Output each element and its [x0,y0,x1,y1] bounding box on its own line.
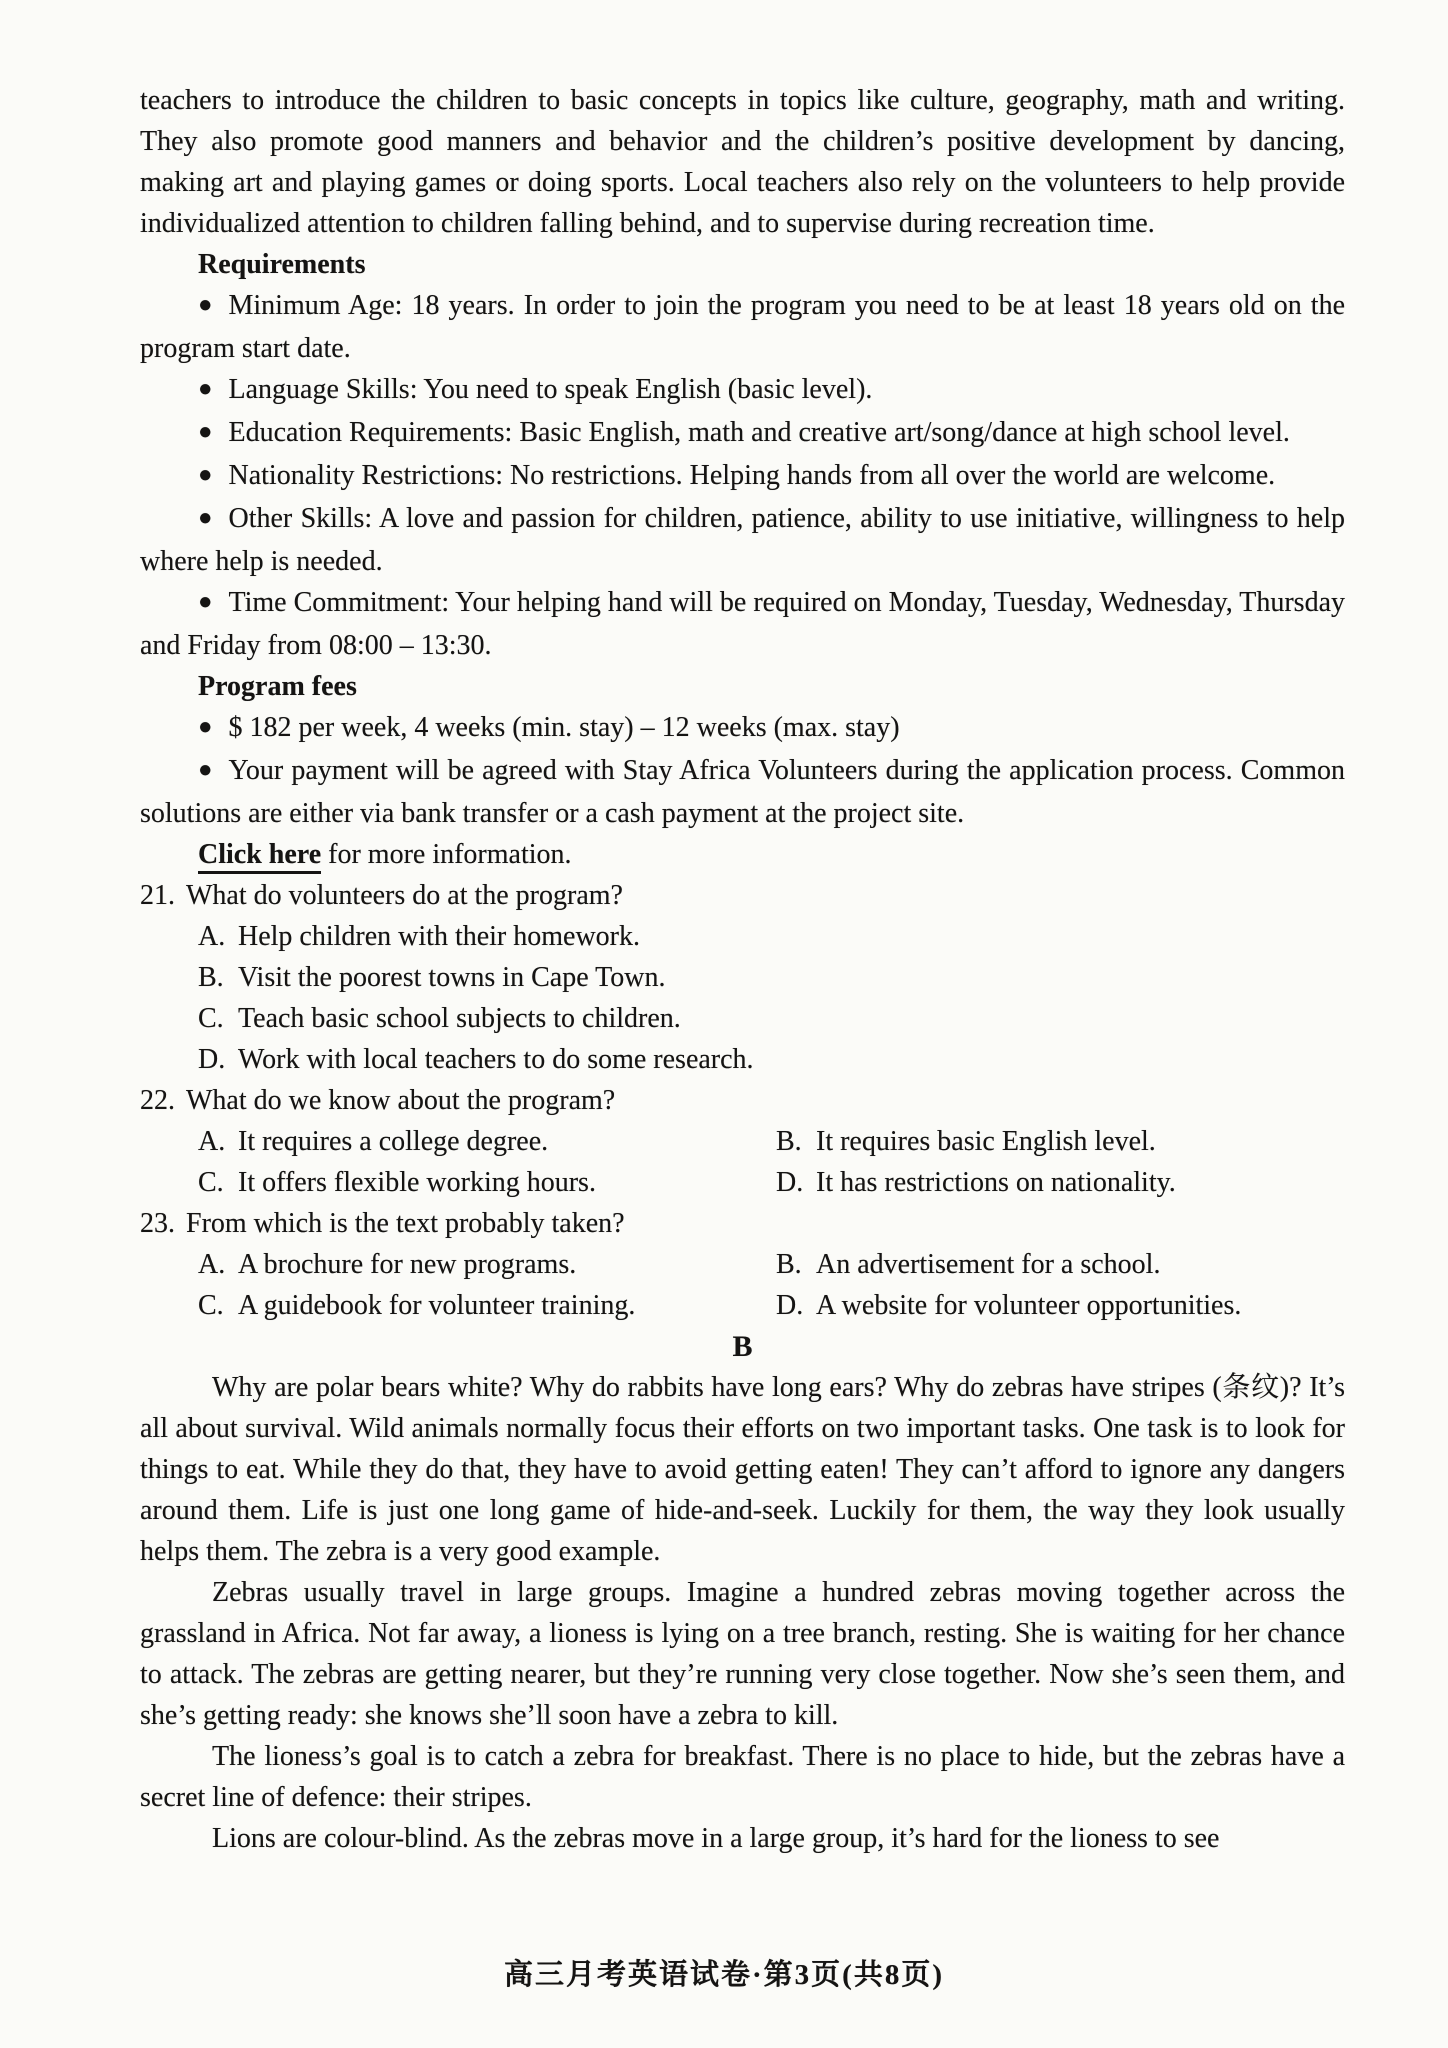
option-a [198,1121,776,1162]
bullet-icon: ● [198,419,213,445]
question-line [140,1080,1345,1121]
requirement-text: Time Commitment: Your helping hand will be required on Monday, Tuesday, Wednesday, Thursday and Friday from 08:00 – 13:30. [140,587,1345,661]
question-line [140,875,1345,916]
option-label: C. [198,1167,224,1198]
option-b [140,957,1345,998]
option-text: Teach basic school subjects to children. [238,1003,681,1034]
option-c [140,998,1345,1039]
option-text: Work with local teachers to do some research. [238,1044,754,1075]
option-label: B. [198,962,224,993]
more-info-text: for more information. [321,839,572,870]
option-label: A. [198,921,226,952]
option-text: It requires basic English level. [816,1126,1156,1157]
fee-item [140,750,1345,834]
option-b [776,1121,1345,1162]
fee-text: Your payment will be agreed with Stay Africa Volunteers during the application process. Common solutions are either via bank transfer or a cash payment at the project site. [140,755,1345,829]
option-c [198,1285,776,1326]
option-label: D. [198,1044,226,1075]
option-label: C. [198,1290,224,1321]
question-number: 22. [140,1085,175,1116]
requirements-heading: Requirements [198,249,366,280]
bullet-icon: ● [198,292,213,318]
bullet-icon: ● [198,714,213,740]
option-label: D. [776,1290,804,1321]
question-text: What do volunteers do at the program? [186,880,623,911]
question-number: 21. [140,880,175,911]
program-fees-heading: Program fees [198,671,357,702]
bullet-icon: ● [198,462,213,488]
option-text: Visit the poorest towns in Cape Town. [238,962,666,993]
option-row [140,1162,1345,1203]
option-d [140,1039,1345,1080]
requirement-item [140,285,1345,369]
option-text: A website for volunteer opportunities. [816,1290,1242,1321]
option-label: D. [776,1167,804,1198]
bullet-icon: ● [198,757,213,783]
requirement-item [140,455,1345,498]
option-d [776,1285,1345,1326]
requirement-text: Education Requirements: Basic English, math and creative art/song/dance at high school level. [228,417,1290,448]
passage-b-paragraph: The lioness’s goal is to catch a zebra for breakfast. There is no place to hide, but the zebras have a secret line of defence: their stripes. [140,1741,1345,1813]
option-text: It offers flexible working hours. [238,1167,596,1198]
bullet-icon: ● [198,505,213,531]
option-text: An advertisement for a school. [816,1249,1161,1280]
option-text: It requires a college degree. [238,1126,549,1157]
option-row [140,1285,1345,1326]
option-label: C. [198,1003,224,1034]
question-23 [140,1203,1345,1326]
more-info-line [140,834,1345,875]
option-c [198,1162,776,1203]
passage-b-paragraph: Lions are colour-blind. As the zebras move in a large group, it’s hard for the lioness to see [212,1823,1220,1854]
option-b [776,1244,1345,1285]
option-row [140,1244,1345,1285]
requirement-item [140,498,1345,582]
option-text: Help children with their homework. [238,921,641,952]
question-21 [140,875,1345,1080]
question-line [140,1203,1345,1244]
requirement-text: Other Skills: A love and passion for children, patience, ability to use initiative, willingness to help where help is needed. [140,503,1345,577]
question-text: From which is the text probably taken? [186,1208,625,1239]
page-footer: 高三月考英语试卷·第3页(共8页) [504,1959,944,1991]
requirement-text: Nationality Restrictions: No restrictions. Helping hands from all over the world are welcome. [228,460,1276,491]
requirement-text: Minimum Age: 18 years. In order to join the program you need to be at least 18 years old on the program start date. [140,290,1345,364]
option-d [776,1162,1345,1203]
option-text: It has restrictions on nationality. [816,1167,1176,1198]
fee-text: $ 182 per week, 4 weeks (min. stay) – 12 weeks (max. stay) [228,712,900,743]
click-here-link[interactable]: Click here [198,839,321,874]
option-text: A guidebook for volunteer training. [238,1290,636,1321]
requirement-item [140,582,1345,666]
requirement-item [140,412,1345,455]
question-text: What do we know about the program? [186,1085,616,1116]
passage-b-paragraph: Why are polar bears white? Why do rabbits have long ears? Why do zebras have stripes (条纹)? It’s all about survival. Wild animals normally focus their efforts on two important tasks. One task is to look for things to eat. While they do that, they have to avoid getting eaten! They can’t afford to ignore any dangers around them. Life is just one long game of hide-and-seek. Luckily for them, the way they look usually helps them. The zebra is a very good example. [140,1372,1345,1567]
requirement-text: Language Skills: You need to speak English (basic level). [228,374,873,405]
option-a [140,916,1345,957]
bullet-icon: ● [198,376,213,402]
option-label: A. [198,1126,226,1157]
passage-b-paragraph: Zebras usually travel in large groups. Imagine a hundred zebras moving together across the grassland in Africa. Not far away, a lioness is lying on a tree branch, resting. She is waiting for her chance to attack. The zebras are getting nearer, but they’re running very close together. Now she’s seen them, and she’s getting ready: she knows she’ll soon have a zebra to kill. [140,1577,1345,1731]
option-text: A brochure for new programs. [238,1249,577,1280]
option-row [140,1121,1345,1162]
question-number: 23. [140,1208,175,1239]
option-label: B. [776,1249,802,1280]
section-b-heading: B [732,1330,753,1363]
option-label: A. [198,1249,226,1280]
requirement-item [140,369,1345,412]
fee-item [140,707,1345,750]
intro-paragraph: teachers to introduce the children to basic concepts in topics like culture, geography, math and writing. They also promote good manners and behavior and the children’s positive development by dancing, making art and playing games or doing sports. Local teachers also rely on the volunteers to help provide individualized attention to children falling behind, and to supervise during recreation time. [140,85,1345,239]
option-label: B. [776,1126,802,1157]
option-a [198,1244,776,1285]
bullet-icon: ● [198,589,213,615]
question-22 [140,1080,1345,1203]
